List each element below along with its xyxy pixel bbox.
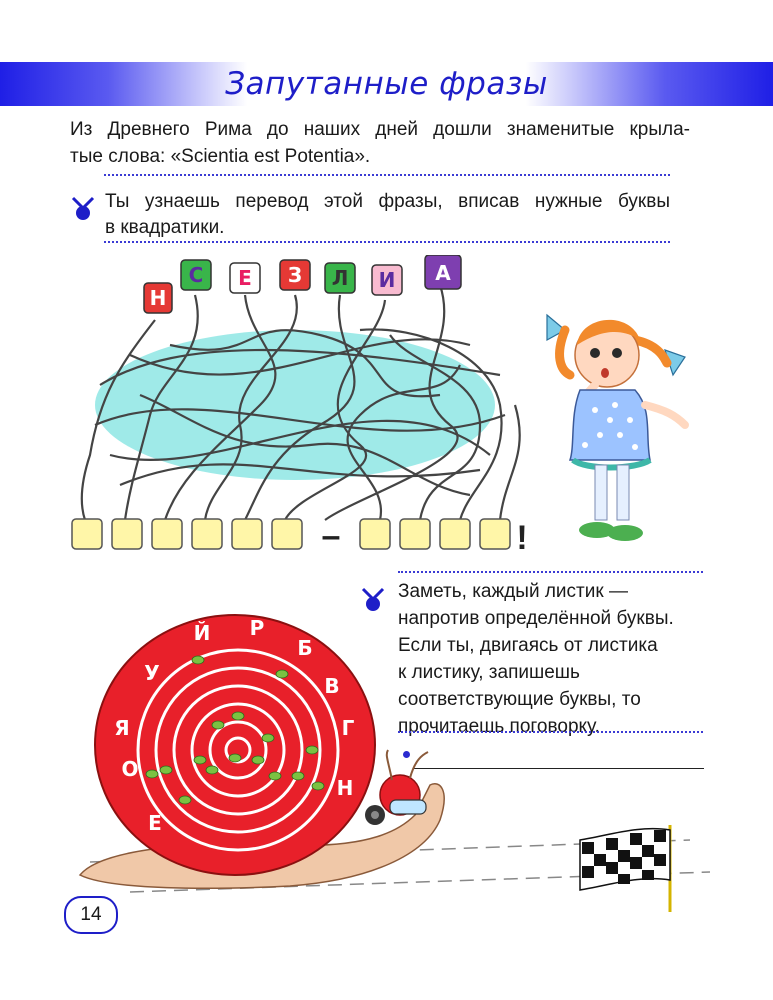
maze-flags [144, 255, 461, 313]
snail-letter: Й [193, 621, 211, 645]
snail-letter: У [144, 661, 160, 685]
snail-letter: Б [297, 636, 313, 660]
divider-dotted [104, 174, 670, 176]
snail-letter: Р [249, 616, 265, 640]
task2-line-5: соответствующие буквы, то [398, 689, 641, 710]
flag-letter: Е [238, 266, 252, 290]
flag-letter: Л [331, 266, 349, 290]
snail-illustration [70, 590, 710, 920]
snail-letter: Н [336, 776, 354, 800]
intro-line-1: Из Древнего Рима до наших дней дошли знаменитые крыла- [70, 119, 690, 140]
page-number: 14 [64, 896, 118, 934]
snail-letter: Я [114, 716, 130, 740]
intro-text [70, 116, 690, 170]
task-marker-icon [70, 195, 96, 221]
task1-text [105, 189, 670, 241]
answer-dash: – [321, 517, 341, 555]
task2-line-4: к листику, запишешь [398, 662, 580, 683]
tangled-lines-maze [60, 255, 540, 560]
flag-letter: И [378, 268, 396, 292]
task1-line-2: в квадратики. [105, 217, 225, 238]
flag-letter: С [188, 263, 204, 287]
answer-exclamation: ! [516, 519, 528, 557]
snail-letter: Е [148, 811, 162, 835]
divider-dotted [104, 241, 670, 243]
flag-letter: А [435, 261, 451, 285]
girl-illustration [525, 285, 705, 550]
snail-letter: Г [341, 716, 355, 740]
flag-letter: З [287, 263, 303, 287]
snail-letter: О [121, 757, 139, 781]
task2-line-6: прочитаешь поговорку. [398, 716, 600, 737]
task2-line-2: напротив определённой буквы. [398, 608, 674, 629]
page-title: Запутанные фразы [225, 66, 548, 102]
checkered-flag-icon [580, 825, 670, 912]
divider-dotted [398, 571, 703, 573]
answer-boxes [72, 519, 510, 549]
flag-letter: Н [149, 286, 167, 310]
task1-line-1: Ты узнаешь перевод этой фразы, вписав нужные буквы [105, 191, 670, 212]
task2-line-1: Заметь, каждый листик — [398, 581, 628, 602]
snail-letter: В [324, 674, 340, 698]
task2-line-3: Если ты, двигаясь от листика [398, 635, 658, 656]
intro-line-2: тые слова: «Scientia est Potentia». [70, 146, 371, 167]
